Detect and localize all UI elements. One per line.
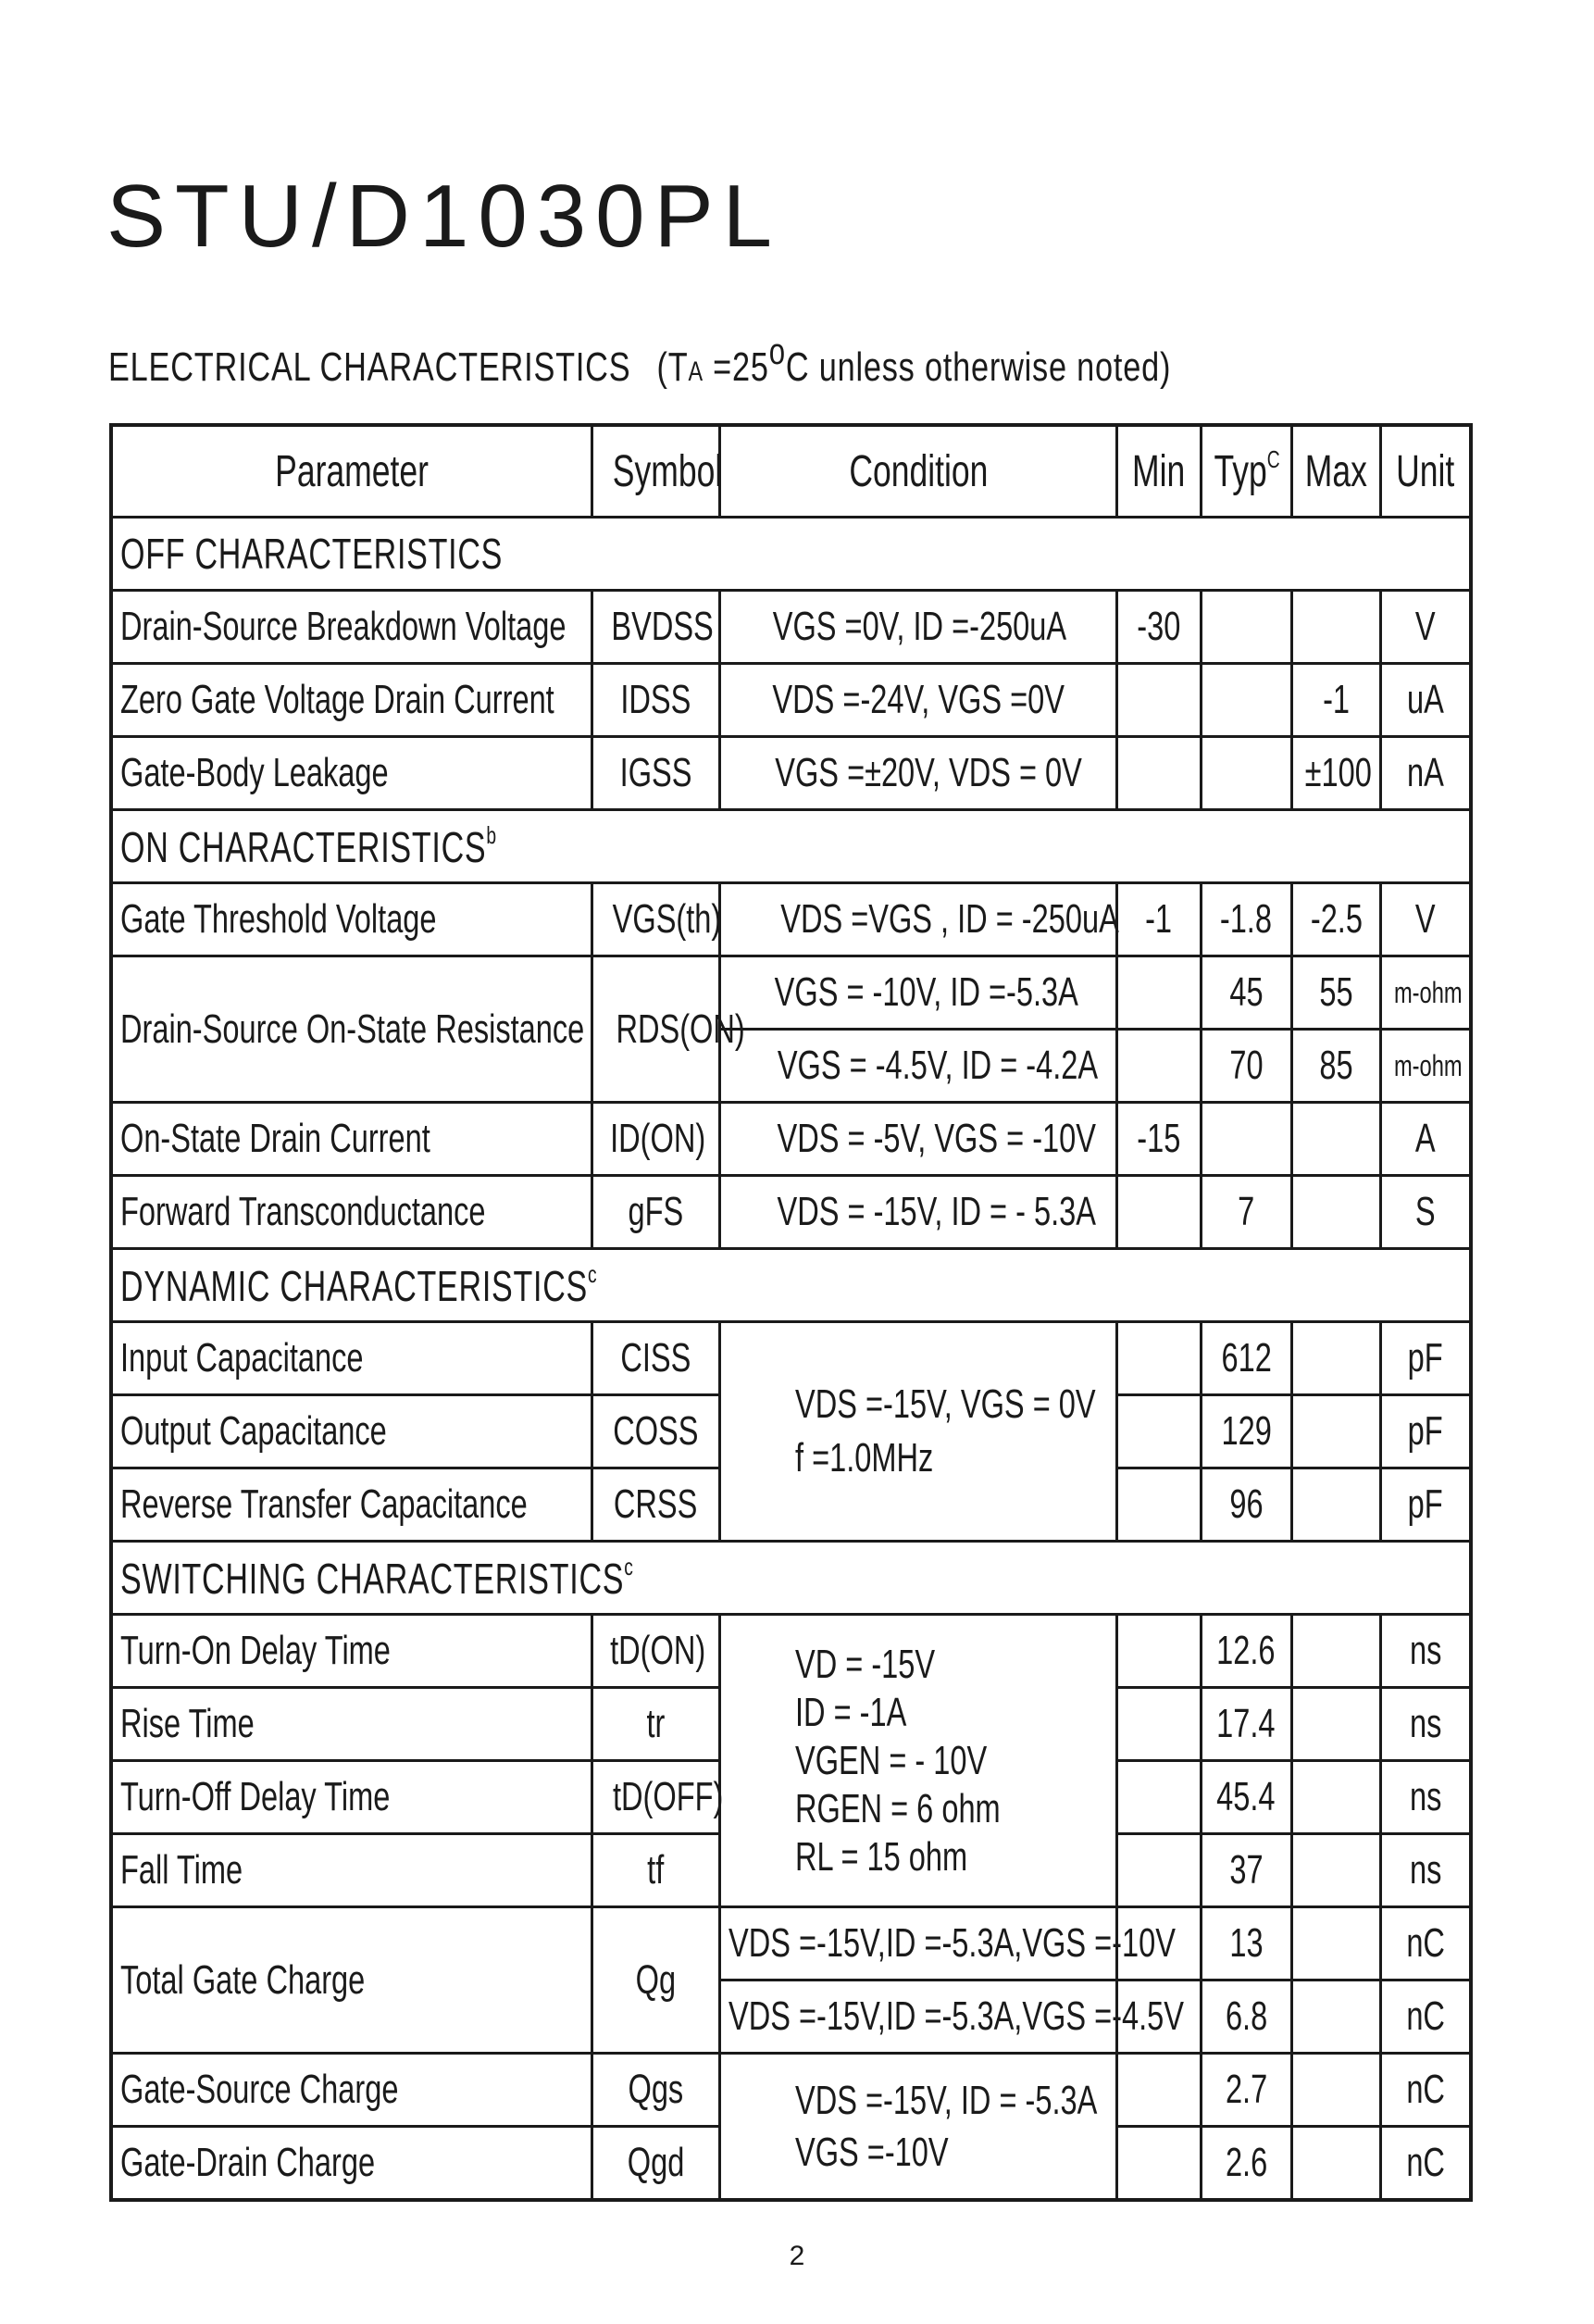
section-label — [111, 518, 1471, 591]
table-cell — [1201, 1688, 1291, 1761]
table-row — [111, 1322, 1471, 1395]
cell-text: Forward Transconductance — [120, 1189, 486, 1234]
table-cell — [111, 2127, 592, 2201]
cell-text: nC — [1406, 1993, 1445, 2039]
cell-text: ON CHARACTERISTICS$^b$ — [120, 820, 497, 871]
cell-text: Gate-Body Leakage — [120, 750, 389, 795]
table-row — [111, 956, 1471, 1030]
cell-text: 45 — [1229, 969, 1264, 1015]
page-number: 2 — [789, 2241, 805, 2271]
cell-text: nC — [1406, 2067, 1445, 2112]
table-cell — [1291, 1468, 1380, 1542]
heading-rest: C unless otherwise noted) — [785, 344, 1172, 390]
table-cell — [1381, 1615, 1471, 1688]
table-cell — [1291, 737, 1380, 810]
table-cell — [720, 1030, 1117, 1103]
table-row — [111, 2054, 1471, 2127]
table-cell — [592, 1395, 719, 1468]
table-cell — [1117, 1615, 1201, 1688]
table-cell — [1381, 883, 1471, 956]
cell-text: Gate-Source Charge — [120, 2067, 399, 2112]
header-condition — [720, 425, 1117, 518]
cell-text: Qgs — [628, 2067, 684, 2112]
cell-text: Fall Time — [120, 1847, 243, 1893]
cell-text: 2.6 — [1225, 2140, 1267, 2185]
charge-condition — [720, 2054, 1117, 2201]
table-cell — [592, 591, 719, 664]
cell-text: Symbol — [612, 446, 723, 496]
table-cell — [1117, 1688, 1201, 1761]
cell-text: CISS — [620, 1335, 691, 1381]
table-cell — [1291, 883, 1380, 956]
table-cell — [592, 737, 719, 810]
table-cell — [1201, 956, 1291, 1030]
cell-text: Turn-Off Delay Time — [120, 1774, 391, 1819]
table-row — [111, 591, 1471, 664]
header-symbol — [592, 425, 723, 518]
cell-text: m-ohm — [1394, 1048, 1463, 1082]
table-cell — [111, 1468, 592, 1542]
table-cell — [1201, 1322, 1291, 1395]
cell-text: BVDSS — [611, 604, 714, 649]
section-label — [111, 1542, 1471, 1615]
table-cell — [111, 883, 592, 956]
table-cell — [1291, 591, 1380, 664]
table-cell — [1381, 2054, 1471, 2127]
table-cell — [592, 2054, 719, 2127]
cell-text: gFS — [628, 1189, 684, 1234]
section-row-switching — [111, 1542, 1471, 1615]
table-row — [111, 664, 1471, 737]
table-cell — [111, 2054, 592, 2127]
heading-degree: o — [768, 331, 786, 372]
table-cell — [1117, 1103, 1201, 1176]
table-cell — [1291, 1176, 1380, 1249]
cell-text: COSS — [613, 1408, 699, 1454]
cell-text: On-State Drain Current — [120, 1116, 430, 1161]
cell-text: VGS = -4.5V, ID = -4.2A — [778, 1043, 1099, 1088]
cell-text: RDS(ON) — [616, 1006, 745, 1052]
section-row-off — [111, 518, 1471, 591]
table-cell — [1381, 1468, 1471, 1542]
cell-text: Qg — [635, 1956, 677, 2003]
table-cell — [1117, 1030, 1201, 1103]
cell-text: ns — [1409, 1701, 1442, 1746]
table-cell — [1117, 1834, 1201, 1907]
table-cell — [1117, 1176, 1201, 1249]
cell-text: Gate-Drain Charge — [120, 2140, 376, 2185]
table-cell — [111, 591, 592, 664]
table-cell — [1201, 591, 1291, 664]
table-cell — [1291, 1834, 1380, 1907]
table-cell — [592, 2127, 719, 2201]
cell-text: Parameter — [275, 446, 429, 496]
table-row — [111, 1176, 1471, 1249]
cell-text: m-ohm — [1394, 975, 1463, 1009]
table-row — [111, 1907, 1471, 1980]
cell-text: 7 — [1238, 1189, 1255, 1234]
electrical-characteristics-table — [109, 423, 1473, 2202]
table-cell — [1381, 1834, 1471, 1907]
table-cell — [1291, 1761, 1380, 1834]
section-row-dynamic — [111, 1249, 1471, 1322]
table-cell — [1201, 1176, 1291, 1249]
table-cell — [592, 1834, 719, 1907]
table-cell — [592, 1761, 724, 1834]
table-cell — [1291, 1688, 1380, 1761]
cell-text: -2.5 — [1310, 896, 1363, 942]
cell-text: 45.4 — [1216, 1774, 1276, 1819]
table-cell — [592, 664, 719, 737]
table-cell — [1201, 1468, 1291, 1542]
table-cell — [1381, 1395, 1471, 1468]
table-cell — [1201, 1907, 1291, 1980]
table-cell — [720, 1907, 1177, 1980]
table-cell — [1201, 2127, 1291, 2201]
cell-text: DYNAMIC CHARACTERISTICS$^c$ — [120, 1259, 598, 1310]
cell-text: VDS =-15V,ID =-5.3A,VGS =-10V — [729, 1920, 1177, 1966]
cell-text: 70 — [1229, 1043, 1264, 1088]
cell-text: ns — [1409, 1628, 1442, 1673]
table-cell — [1381, 956, 1471, 1030]
table-cell — [592, 1322, 719, 1395]
cell-text: VD = -15V ID = -1A VGEN = - 10V RGEN = 6 ohm RL = 15 ohm — [795, 1641, 1001, 1880]
cell-text: V — [1415, 896, 1436, 942]
cell-text: Max — [1305, 446, 1368, 496]
table-cell — [592, 1176, 719, 1249]
table-cell — [1117, 956, 1201, 1030]
cell-text: tD(ON) — [610, 1628, 706, 1673]
table-cell — [111, 1322, 592, 1395]
table-cell — [111, 1688, 592, 1761]
cell-text: 96 — [1229, 1481, 1264, 1527]
table-cell — [1117, 664, 1201, 737]
cell-text: OFF CHARACTERISTICS — [120, 530, 504, 578]
table-cell — [1381, 1761, 1471, 1834]
cell-text: S — [1415, 1189, 1436, 1234]
cell-text: Min — [1132, 446, 1186, 496]
table-cell — [1201, 1761, 1291, 1834]
cell-text: 37 — [1229, 1847, 1264, 1893]
table-cell — [1381, 591, 1471, 664]
table-cell — [720, 591, 1117, 664]
table-cell — [111, 1761, 592, 1834]
table-cell — [1291, 2054, 1380, 2127]
cell-text: VGS =±20V, VDS = 0V — [775, 750, 1083, 795]
table-cell — [592, 956, 745, 1103]
cell-text: ±100 — [1304, 750, 1372, 795]
cell-text: VDS =-24V, VGS =0V — [772, 677, 1065, 722]
table-cell — [1291, 664, 1380, 737]
cell-text: Drain-Source Breakdown Voltage — [120, 604, 567, 649]
cell-text: Rise Time — [120, 1701, 255, 1746]
table-cell — [1117, 737, 1201, 810]
cell-text: tD(OFF) — [612, 1774, 724, 1819]
cell-text: A — [1415, 1116, 1436, 1161]
section-label — [111, 1249, 1471, 1322]
cell-text: VGS = -10V, ID =-5.3A — [774, 969, 1079, 1015]
cell-text: 85 — [1319, 1043, 1353, 1088]
cell-text: nA — [1407, 750, 1445, 795]
cell-text: VGS(th) — [612, 896, 722, 942]
cell-text: Typ$^C$ — [1214, 445, 1280, 496]
table-row — [111, 883, 1471, 956]
table-row — [111, 737, 1471, 810]
table-cell — [1381, 1980, 1471, 2054]
cell-text: V — [1415, 604, 1436, 649]
table-cell — [592, 1103, 719, 1176]
cell-text: tf — [647, 1847, 665, 1893]
cell-text: Output Capacitance — [120, 1408, 387, 1454]
table-cell — [1381, 664, 1471, 737]
cell-text: Unit — [1396, 446, 1455, 496]
cell-text: IGSS — [619, 750, 692, 795]
table-cell — [1201, 1615, 1291, 1688]
cell-text: SWITCHING CHARACTERISTICS$^c$ — [120, 1552, 634, 1603]
table-cell — [592, 883, 722, 956]
cell-text: CRSS — [614, 1481, 698, 1527]
cell-text: -1.8 — [1220, 896, 1273, 942]
table-cell — [1381, 1176, 1471, 1249]
table-cell — [111, 1907, 592, 2054]
heading-sub: A — [688, 356, 704, 387]
table-cell — [1291, 1030, 1380, 1103]
table-cell — [592, 1907, 719, 2054]
cell-text: Zero Gate Voltage Drain Current — [120, 677, 554, 722]
section-heading — [108, 333, 1171, 388]
table-cell — [1291, 1980, 1380, 2054]
cell-text: VDS = -15V, ID = - 5.3A — [777, 1189, 1097, 1234]
table-cell — [1201, 1030, 1291, 1103]
table-cell — [1291, 1907, 1380, 1980]
table-cell — [1381, 737, 1471, 810]
table-cell — [1381, 1322, 1471, 1395]
cell-text: Condition — [849, 446, 989, 496]
cell-text: pF — [1408, 1481, 1444, 1527]
table-cell — [592, 1468, 719, 1542]
dynamic-condition — [720, 1322, 1117, 1542]
header-min — [1117, 425, 1201, 518]
cell-text: -30 — [1137, 604, 1181, 649]
table-cell — [1117, 883, 1201, 956]
table-cell — [1201, 883, 1291, 956]
header-unit — [1381, 425, 1471, 518]
header-parameter — [111, 425, 592, 518]
table-cell — [1381, 1688, 1471, 1761]
cell-text: ns — [1409, 1847, 1442, 1893]
table-cell — [1291, 956, 1380, 1030]
table-cell — [1201, 664, 1291, 737]
table-cell — [1201, 737, 1291, 810]
cell-text: pF — [1408, 1335, 1444, 1381]
cell-text: VDS =-15V, VGS = 0V f =1.0MHz — [795, 1381, 1096, 1481]
table-cell — [1201, 1834, 1291, 1907]
header-typ — [1201, 425, 1291, 518]
cell-text: VDS = -5V, VGS = -10V — [777, 1116, 1097, 1161]
heading-main: ELECTRICAL CHARACTERISTICS — [108, 344, 631, 390]
table-cell — [592, 1615, 719, 1688]
table-cell — [1201, 1395, 1291, 1468]
cell-text: IDSS — [620, 677, 691, 722]
cell-text: Drain-Source On-State Resistance — [120, 1006, 585, 1052]
table-cell — [1201, 1980, 1291, 2054]
cell-text: Total Gate Charge — [120, 1956, 366, 2003]
table-cell — [111, 737, 592, 810]
cell-text: Turn-On Delay Time — [120, 1628, 391, 1673]
table-cell — [1291, 1103, 1380, 1176]
table-cell — [1381, 2127, 1471, 2201]
table-cell — [1117, 1761, 1201, 1834]
cell-text: nC — [1406, 2140, 1445, 2185]
cell-text: 55 — [1319, 969, 1353, 1015]
table-cell — [592, 1688, 719, 1761]
cell-text: VDS =-15V, ID = -5.3A VGS =-10V — [795, 2077, 1098, 2175]
cell-text: -15 — [1137, 1116, 1181, 1161]
table-cell — [1381, 1907, 1471, 1980]
table-cell — [111, 664, 592, 737]
cell-text: VGS =0V, ID =-250uA — [773, 604, 1067, 649]
table-cell — [1201, 1103, 1291, 1176]
cell-text: uA — [1407, 677, 1445, 722]
section-row-on — [111, 810, 1471, 883]
cell-text: 2.7 — [1225, 2067, 1267, 2112]
heading-open: (T — [656, 344, 689, 390]
cell-text: ns — [1409, 1774, 1442, 1819]
table-cell — [111, 1103, 592, 1176]
table-cell — [720, 1103, 1117, 1176]
table-cell — [111, 956, 592, 1103]
table-cell — [720, 664, 1117, 737]
cell-text: 12.6 — [1216, 1628, 1276, 1673]
cell-text: Reverse Transfer Capacitance — [120, 1481, 528, 1527]
table-cell — [111, 1395, 592, 1468]
table-cell — [720, 737, 1117, 810]
header-max — [1291, 425, 1380, 518]
cell-text: 612 — [1221, 1335, 1272, 1381]
cell-text: Qgd — [627, 2140, 685, 2185]
table-cell — [1291, 1395, 1380, 1468]
cell-text: ID(ON) — [610, 1116, 706, 1161]
table-cell — [720, 883, 1120, 956]
table-cell — [1291, 2127, 1380, 2201]
cell-text: pF — [1408, 1408, 1444, 1454]
table-cell — [1381, 1030, 1471, 1103]
table-cell — [1291, 1615, 1380, 1688]
section-label — [111, 810, 1471, 883]
cell-text: -1 — [1145, 896, 1173, 942]
cell-text: nC — [1406, 1920, 1445, 1966]
cell-text: tr — [646, 1701, 666, 1746]
table-cell — [720, 1176, 1117, 1249]
table-cell — [1117, 591, 1201, 664]
table-cell — [720, 1980, 1185, 2054]
cell-text: 6.8 — [1225, 1993, 1267, 2039]
cell-text: VDS =VGS , ID = -250uA — [780, 896, 1120, 942]
table-cell — [1381, 1103, 1471, 1176]
table-cell — [1291, 1322, 1380, 1395]
table-cell — [111, 1834, 592, 1907]
table-cell — [1201, 2054, 1291, 2127]
table-row — [111, 1615, 1471, 1688]
cell-text: 13 — [1229, 1920, 1264, 1966]
cell-text: 129 — [1221, 1408, 1272, 1454]
cell-text: Input Capacitance — [120, 1335, 364, 1381]
cell-text: Gate Threshold Voltage — [120, 896, 437, 942]
table-cell — [720, 956, 1117, 1030]
cell-text: 17.4 — [1216, 1701, 1276, 1746]
cell-text: VDS =-15V,ID =-5.3A,VGS =-4.5V — [729, 1993, 1185, 2039]
table-cell — [111, 1615, 592, 1688]
table-cell — [111, 1176, 592, 1249]
heading-eq: =25 — [703, 344, 769, 390]
table-header-row — [111, 425, 1471, 518]
table-row — [111, 1103, 1471, 1176]
page-title: STU/D1030PL — [106, 167, 781, 266]
cell-text: -1 — [1323, 677, 1351, 722]
switching-condition — [720, 1615, 1117, 1907]
